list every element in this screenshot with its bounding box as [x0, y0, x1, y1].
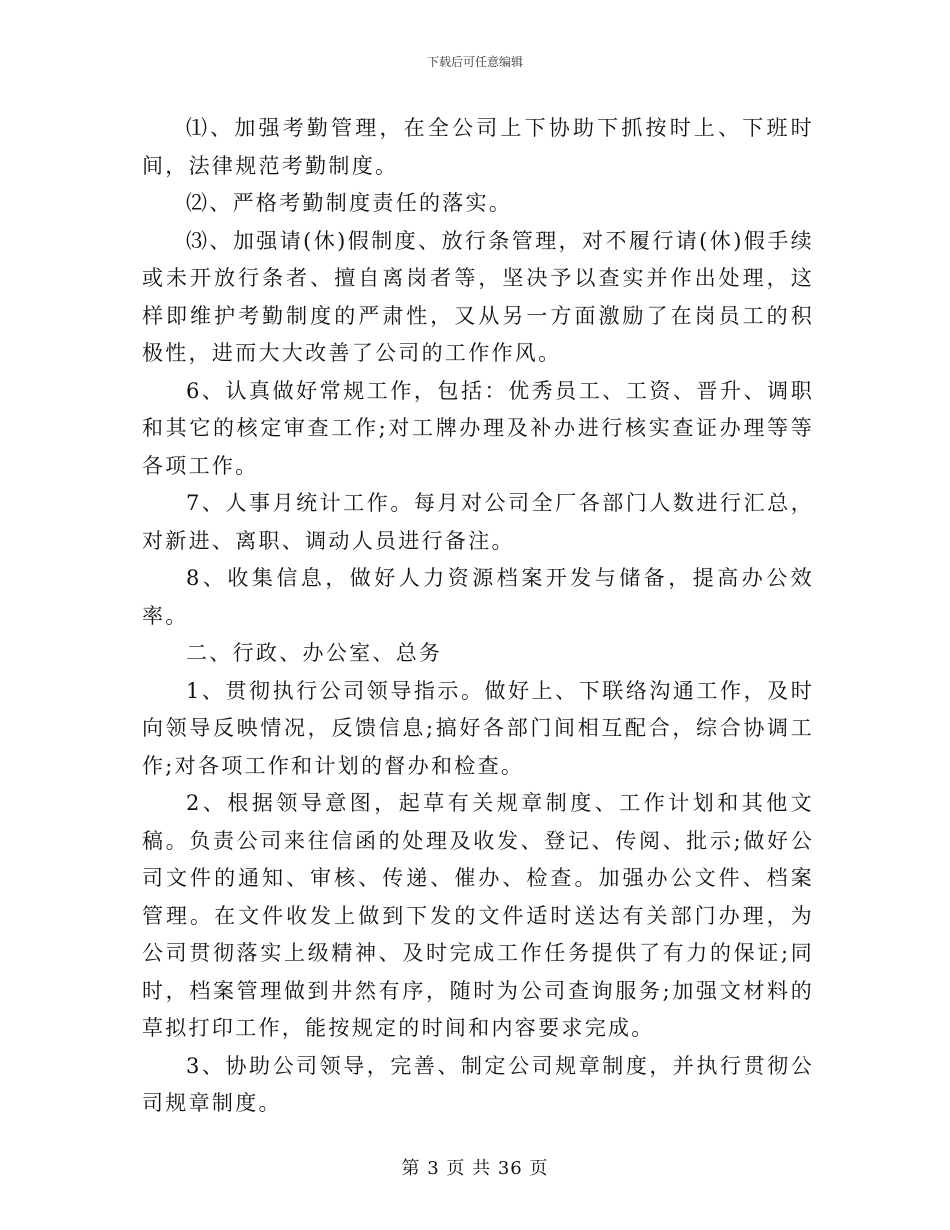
paragraph: 2、根据领导意图，起草有关规章制度、工作计划和其他文稿。负责公司来往信函的处理及收发、登记、传阅、批示;做好公司文件的通知、审核、传递、催办、检查。加强办公文件、档案管理。在文件收发上做到下发的文件适时送达有关部门办理，为公司贯彻落实上级精神、及时完成工作任务提供了有力的保证;同时，档案管理做到井然有序，随时为公司查询服务;加强文材料的草拟打印工作，能按规定的时间和内容要求完成。: [142, 791, 814, 1040]
page-number: 第 3 页 共 36 页: [401, 1158, 549, 1179]
document-body: [142, 110, 814, 1123]
paragraph: 6、认真做好常规工作，包括：优秀员工、工资、晋升、调职和其它的核定审查工作;对工牌办理及补办进行核实查证办理等等各项工作。: [142, 378, 814, 478]
paragraph: 3、协助公司领导，完善、制定公司规章制度，并执行贯彻公司规章制度。: [142, 1053, 814, 1115]
section-heading: 二、行政、办公室、总务: [186, 641, 443, 665]
paragraph: ⑴、加强考勤管理，在全公司上下协助下抓按时上、下班时间，法律规范考勤制度。: [142, 116, 814, 178]
paragraph: ⑶、加强请(休)假制度、放行条管理，对不履行请(休)假手续或未开放行条者、擅自离岗者等，坚决予以查实并作出处理，这样即维护考勤制度的严肃性，又从另一方面激励了在岗员工的积极性，进而大大改善了公司的工作作风。: [142, 228, 814, 365]
paragraph: 7、人事月统计工作。每月对公司全厂各部门人数进行汇总，对新进、离职、调动人员进行备注。: [142, 491, 814, 553]
paragraph: ⑵、严格考勤制度责任的落实。: [186, 191, 513, 215]
paragraph: 8、收集信息，做好人力资源档案开发与储备，提高办公效率。: [142, 566, 814, 628]
paragraph: 1、贯彻执行公司领导指示。做好上、下联络沟通工作，及时向领导反映情况，反馈信息;搞好各部门间相互配合，综合协调工作;对各项工作和计划的督办和检查。: [142, 678, 814, 778]
page-header: 下载后可任意编辑: [426, 55, 523, 69]
